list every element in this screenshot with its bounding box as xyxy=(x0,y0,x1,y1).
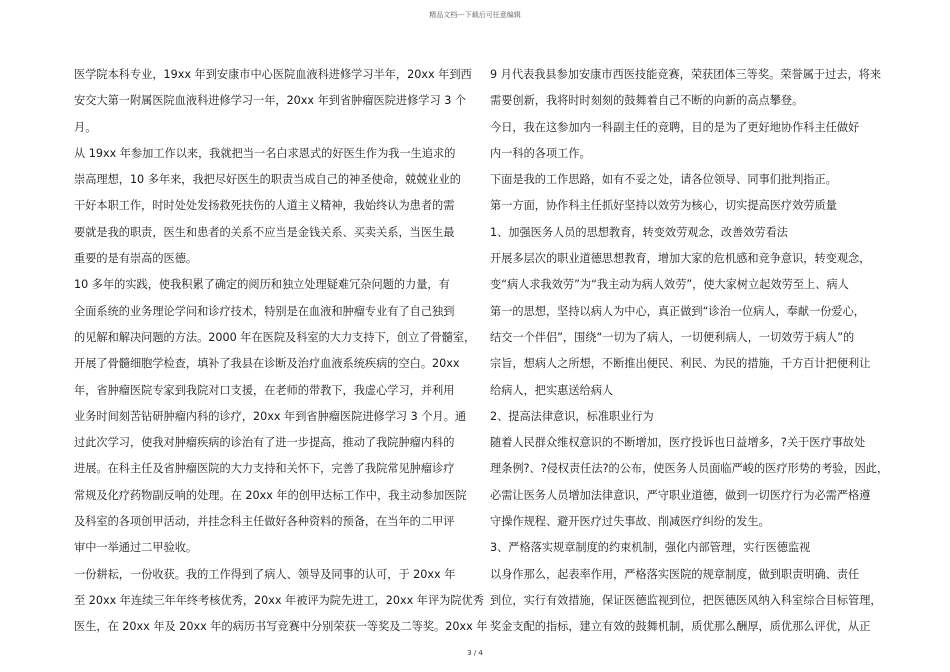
text-line: 的见解和解决问题的方法。2000 年在医院及科室的大力支持下，创立了骨髓室， xyxy=(74,330,476,344)
text-line: 医生，在 20xx 年及 20xx 年的病历书写竞赛中分别荣获一等奖及二等奖。20xx 年 xyxy=(74,620,488,634)
text-line: 至 20xx 年连续三年年终考核优秀，20xx 年被评为院先进工，20xx 年评为院优秀 xyxy=(74,593,484,607)
text-line: 全面系统的业务理论学问和诊疗技术，特别是在血液和肿瘤专业有了自己独到 xyxy=(74,304,455,318)
text-line: 第一方面，协作科主任抓好坚持以效劳为核心，切实提高医疗效劳质量 xyxy=(490,199,837,213)
text-line: 安交大第一附属医院血液科进修学习一年，20xx 年到省肿瘤医院进修学习 3 个 xyxy=(74,94,467,108)
text-line: 2、提高法律意识，标准职业行为 xyxy=(490,409,654,423)
text-line: 需要创新，我将时时刻刻的鼓舞着自己不断的向新的高点攀登。 xyxy=(490,94,804,108)
text-line: 过此次学习，使我对肿瘤疾病的诊治有了进一步提高，推动了我院肿瘤内科的 xyxy=(74,436,455,450)
page-number: 3 / 4 xyxy=(467,649,483,657)
text-line: 开展多层次的职业道德思想教育，增加大家的危机感和竞争意识，转变观念， xyxy=(490,252,871,266)
text-line: 开展了骨髓细胞学检查，填补了我县在诊断及治疗血液系统疾病的空白。20xx xyxy=(74,357,460,371)
text-line: 重要的是有崇高的医德。 xyxy=(74,252,198,266)
text-line: 及科室的各项创甲活动，并挂念科主任做好各种资料的预备，在当年的二甲评 xyxy=(74,515,455,529)
text-line: 今日，我在这参加内一科副主任的竞聘，目的是为了更好地协作科主任做好 xyxy=(490,120,860,134)
text-line: 结交一个伴侣”，围绕“一切为了病人，一切便利病人，一切效劳于病人”的 xyxy=(490,330,855,344)
text-line: 以身作那么，起表率作用，严格落实医院的规章制度，做到职责明确、责任 xyxy=(490,567,860,581)
text-line: 必需让医务人员增加法律意识，严守职业道德，做到一切医疗行为必需严格遵 xyxy=(490,488,871,502)
left-column xyxy=(74,62,488,641)
text-line: 进展。在科主任及省肿瘤医院的大力支持和关怀下，完善了我院常见肿瘤诊疗 xyxy=(74,462,455,476)
text-line: 内一科的各项工作。 xyxy=(490,146,591,160)
page-header: 精品文档---下载后可任意编辑 xyxy=(429,11,521,19)
text-line: 10 多年的实践，使我积累了确定的阅历和独立处理疑难冗杂问题的力量，有 xyxy=(74,278,450,292)
text-line: 奖金支配的指标，建立有效的鼓舞机制，质优那么酬厚，质优那么评优，从正 xyxy=(490,620,871,634)
text-line: 年，省肿瘤医院专家到我院对口支援，在老师的带教下，我虚心学习，并利用 xyxy=(74,383,455,397)
text-line: 宗旨，想病人之所想，不断推出便民、利民、为民的措施，千方百计把便利让 xyxy=(490,357,871,371)
text-line: 变“病人求我效劳”为“我主动为病人效劳”，使大家树立起效劳至上、病人 xyxy=(490,278,849,292)
text-line: 3、严格落实规章制度的约束机制，强化内部管理，实行医德监视 xyxy=(490,541,811,555)
text-line: 医学院本科专业，19xx 年到安康市中心医院血液科进修学习半年，20xx 年到西 xyxy=(74,68,472,81)
text-line: 随着人民群众维权意识的不断增加，医疗投诉也日益增多，?关于医疗事故处 xyxy=(490,436,866,450)
text-line: 一份耕耘，一份收获。我的工作得到了病人、领导及同事的认可，于 20xx 年 xyxy=(74,567,456,581)
text-line: 常规及化疗药物副反响的处理。在 20xx 年的创甲达标工作中，我主动参加医院 xyxy=(74,488,467,502)
text-line: 业务时间刻苦钻研肿瘤内科的诊疗，20xx 年到省肿瘤医院进修学习 3 个月。通 xyxy=(74,409,467,423)
right-column xyxy=(490,62,889,641)
text-line: 要就是我的职责，医生和患者的关系不应当是金钱关系、买卖关系，当医生最 xyxy=(74,225,455,239)
text-line: 1、加强医务人员的思想教育，转变效劳观念，改善效劳看法 xyxy=(490,225,788,239)
text-line: 从 19xx 年参加工作以来，我就把当一名白求恩式的好医生作为我一生追求的 xyxy=(74,146,456,160)
text-line: 第一的思想，坚持以病人为中心，真正做到“诊治一位病人，奉献一份爱心， xyxy=(490,304,865,318)
text-line: 崇高理想，10 多年来，我把尽好医生的职责当成自己的神圣使命，兢兢业业的 xyxy=(74,173,461,187)
text-line: 月。 xyxy=(74,120,97,134)
text-line: 给病人，把实惠送给病人 xyxy=(490,383,614,397)
text-line: 下面是我的工作思路，如有不妥之处，请各位领导、同事们批判指正。 xyxy=(490,173,837,187)
text-line: 到位，实行有效措施，保证医德监视到位，把医德医风纳入科室综合目标管理， xyxy=(490,593,882,607)
text-line: 守操作规程、避开医疗过失事故、削减医疗纠纷的发生。 xyxy=(490,515,770,529)
text-line: 9 月代表我县参加安康市西医技能竞赛，荣获团体三等奖。荣誉属于过去，将来 xyxy=(490,68,882,81)
text-line: 审中一举通过二甲验收。 xyxy=(74,541,198,555)
text-line: 干好本职工作，时时处处发扬救死扶伤的人道主义精神，我始终认为患者的需 xyxy=(74,199,455,213)
text-line: 理条例?、?侵权责任法?的公布，使医务人员面临严峻的医疗形势的考验，因此， xyxy=(490,462,889,476)
